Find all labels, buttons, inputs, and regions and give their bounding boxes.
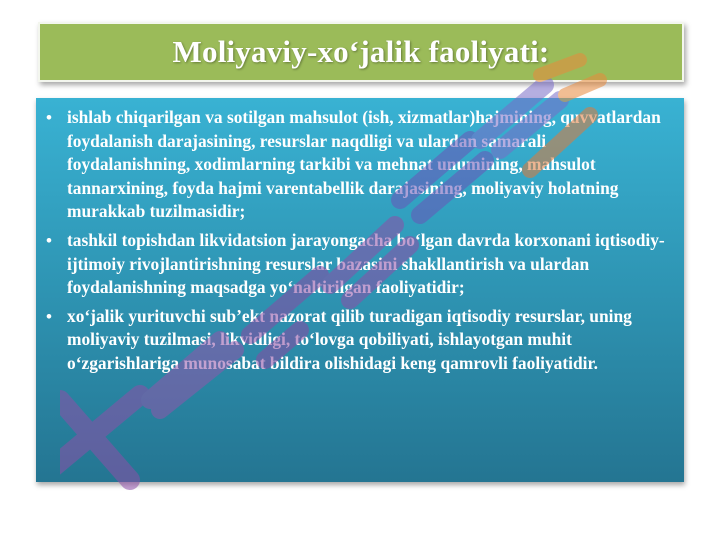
slide-content-box (36, 98, 684, 482)
bullet-text: tashkil topishdan likvidatsion jarayongacha bo‘lgan davrda korxonani iqtisodiy-ijtimoiy rivojlantirishning resurslar bazasini shakllantirish va ulardan foydalanishning maqsadga yo‘naltirilgan faoliyatidir; (67, 229, 665, 298)
slide-title: Moliyaviy-xo‘jalik faoliyati: (172, 34, 550, 69)
bullet-dot-icon: • (46, 230, 52, 250)
bullet-list (46, 106, 670, 376)
bullet-dot-icon: • (46, 108, 52, 127)
bullet-item (46, 229, 670, 300)
bullet-item (46, 305, 670, 376)
bullet-text: xo‘jalik yurituvchi sub’ekt nazorat qilib turadigan iqtisodiy resurslar, uning moliyaviy tuzilmasi, likvidligi, to‘lovga qobiliyati, ishlayotgan muhit o‘zgarishlariga munosabat bildira olishidagi keng qamrovli faoliyatidir. (67, 305, 632, 373)
bullet-dot-icon: • (46, 306, 52, 326)
bullet-item (46, 106, 670, 224)
bullet-text: ishlab chiqarilgan va sotilgan mahsulot (ish, xizmatlar)hajmining, quvvatlardan foydalanish darajasining, resurslar naqdligi va ulardan samarali foydalanishning, xodimlarning tarkibi va mehnat unumining, mahsulot tannarxining, foyda hajmi varentabellik darajasining, moliyaviy holatning murakkab tuzilmasidir; (67, 107, 661, 222)
slide-title-bar (38, 22, 684, 82)
